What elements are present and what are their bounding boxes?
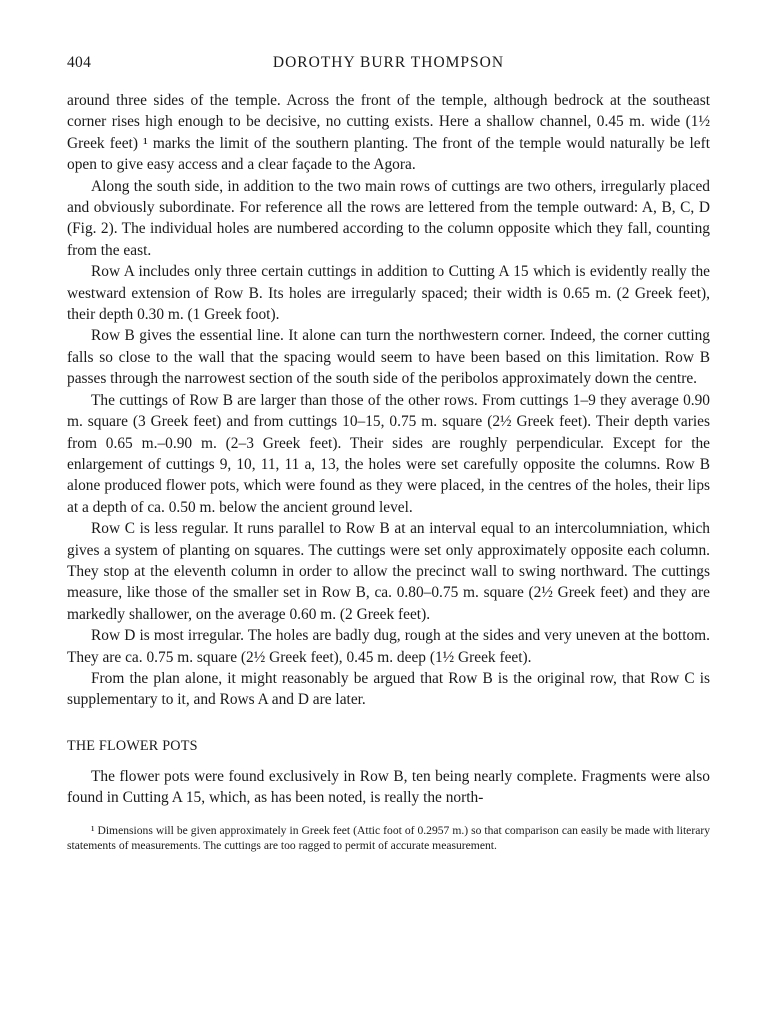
paragraph-row-d: Row D is most irregular. The holes are badly dug, rough at the sides and very uneven at the bottom. They are ca. 0.75 m. square (2½ Greek feet), 0.45 m. deep (1½ Greek feet). [67, 627, 710, 666]
paragraph-row-b-cuttings: The cuttings of Row B are larger than those of the other rows. From cuttings 1–9 they average 0.90 m. square (3 Greek feet) and from cuttings 10–15, 0.75 m. square (2½ Greek feet). Their depth varies from 0.65 m.–0.90 m. (2–3 Greek feet). Their sides are roughly perpendicular. Except for the enlargement of cuttings 9, 10, 11, 11 a, 13, the holes were set carefully opposite the columns. Row B alone produced flower pots, which were found as they were placed, in the centres of the holes, their lips at a depth of ca. 0.50 m. below the ancient ground level. [67, 391, 710, 516]
paragraph-south-side: Along the south side, in addition to the two main rows of cuttings are two others, irregularly placed and obviously subordinate. For reference all the rows are lettered from the temple outward: A, B, C, D (Fig. 2). The individual holes are numbered according to the column opposite which they fall, counting from the east. [67, 177, 710, 259]
page-number: 404 [67, 54, 92, 71]
paragraph-row-c: Row C is less regular. It runs parallel to Row B at an interval equal to an intercolumniation, which gives a system of planting on squares. The cuttings were set only approximately opposite each column. They stop at the eleventh column in order to allow the precinct wall to swing northward. The cuttings measure, like those of the smaller set in Row B, ca. 0.80–0.75 m. square (2½ Greek feet) and they are markedly shallower, on the average 0.60 m. (2 Greek feet). [67, 520, 710, 623]
paragraph-flower-pots: The flower pots were found exclusively in Row B, ten being nearly complete. Fragments were also found in Cutting A 15, which, as has been noted, is really the north- [67, 767, 710, 807]
body-text [67, 90, 710, 809]
section-heading: THE FLOWER POTS [67, 737, 198, 754]
running-title: DOROTHY BURR THOMPSON [272, 54, 505, 71]
footnote-1: ¹ Dimensions will be given approximately in Greek feet (Attic foot of 0.2957 m.) so that comparison can easily be made with literary statements of measurements. The cuttings are too ragged to permit of accurate measurement. [67, 823, 710, 853]
footnotes [67, 823, 710, 855]
page [67, 54, 710, 854]
running-head [67, 54, 710, 76]
paragraph-row-a: Row A includes only three certain cuttings in addition to Cutting A 15 which is evidently really the westward extension of Row B. Its holes are irregularly spaced; their width is 0.65 m. (2 Greek feet), their depth 0.30 m. (1 Greek foot). [67, 263, 710, 324]
paragraph-continuation: around three sides of the temple. Across the front of the temple, although bedrock at the southeast corner rises high enough to be decisive, no cutting exists. Here a shallow channel, 0.45 m. wide (1½ Greek feet) ¹ marks the limit of the southern planting. The front of the temple would naturally be left open to give easy access and a clear façade to the Agora. [67, 92, 710, 174]
paragraph-row-b-line: Row B gives the essential line. It alone can turn the northwestern corner. Indeed, the corner cutting falls so close to the wall that the spacing would seem to have been based on this limitation. Row B passes through the narrowest section of the south side of the peribolos approximately down the centre. [67, 327, 710, 388]
paragraph-plan-argument: From the plan alone, it might reasonably be argued that Row B is the original row, that Row C is supplementary to it, and Rows A and D are later. [67, 669, 710, 709]
